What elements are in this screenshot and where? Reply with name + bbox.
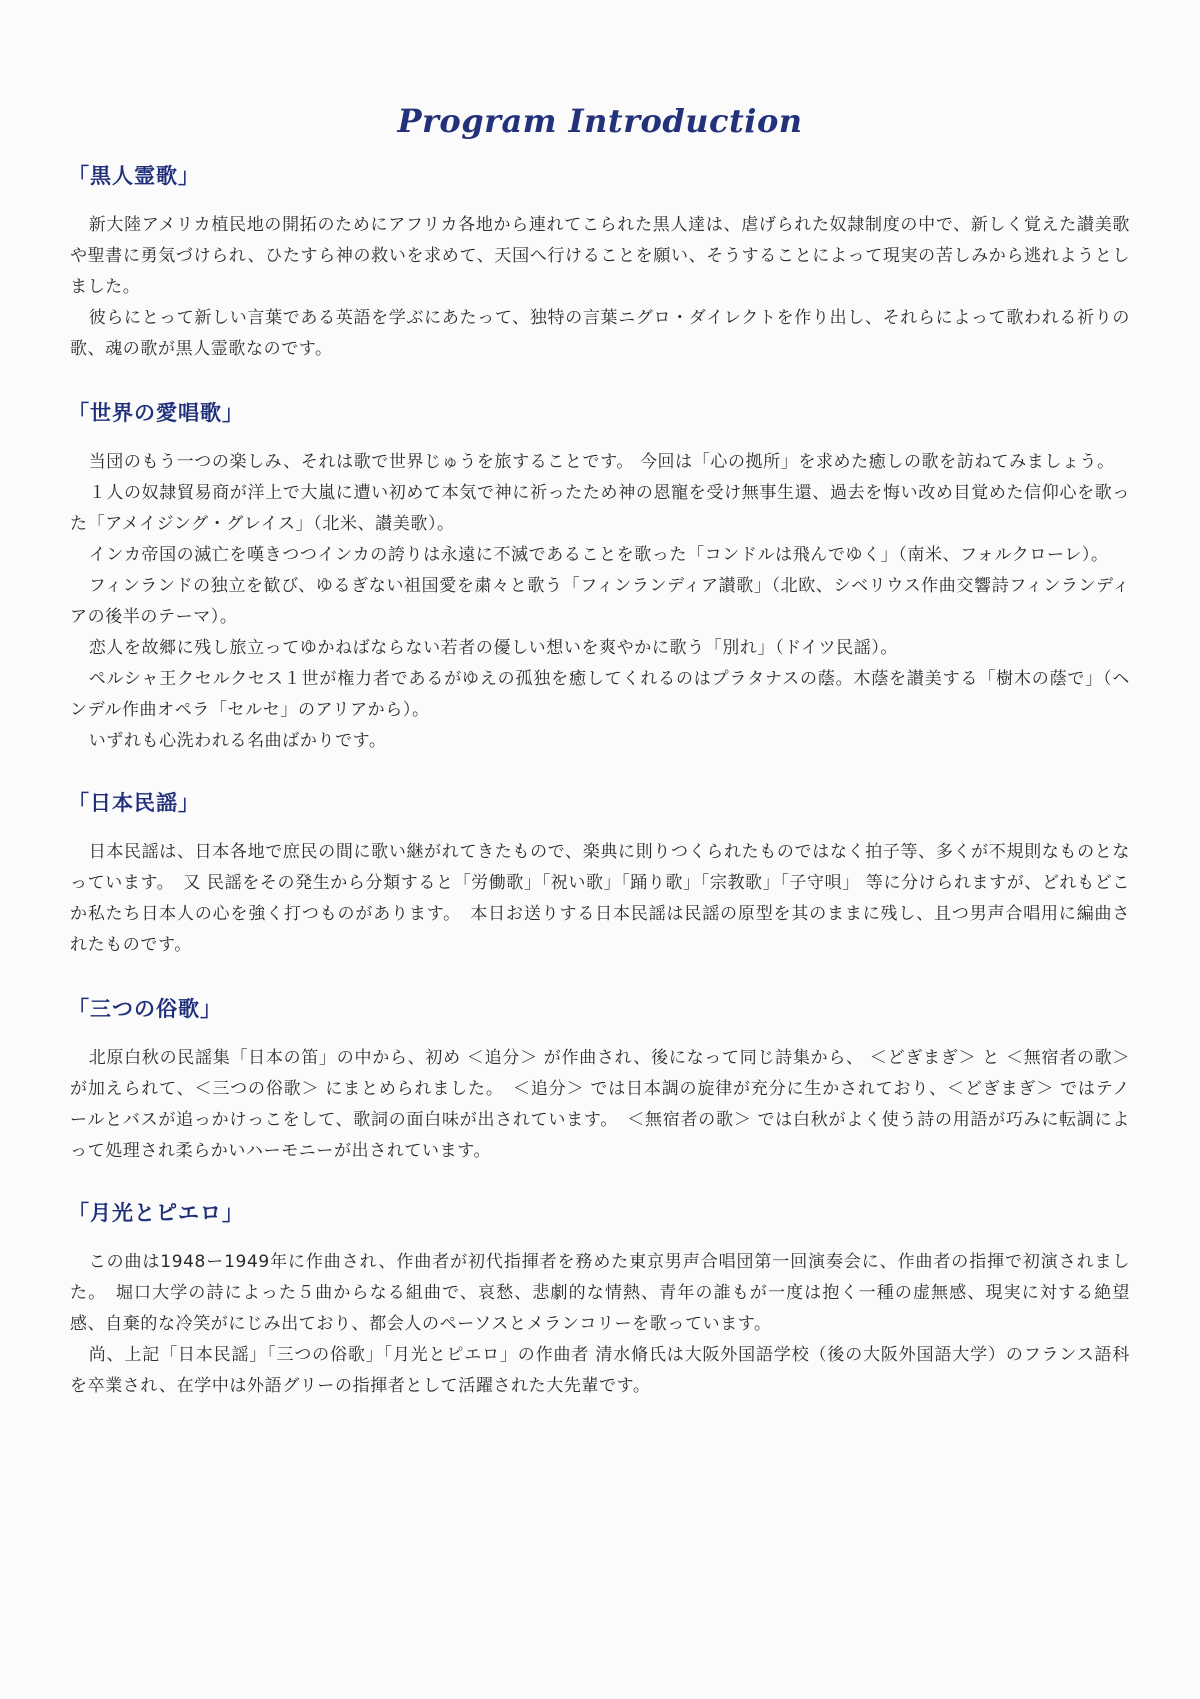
section-heading: 「世界の愛唱歌」 xyxy=(68,401,244,425)
paragraph: インカ帝国の滅亡を嘆きつつインカの誇りは永遠に不滅であることを歌った「コンドルは飛んでゆく」（南米、フォルクローレ）。 xyxy=(88,545,1109,565)
section-heading: 「月光とピエロ」 xyxy=(68,1201,244,1225)
section-moonlight-pierrot xyxy=(70,1197,1130,1402)
paragraph: いずれも心洗われる名曲ばかりです。 xyxy=(88,731,387,751)
section-negro-spirituals xyxy=(70,160,1130,365)
section-heading: 「三つの俗歌」 xyxy=(68,997,222,1021)
section-heading: 「黒人霊歌」 xyxy=(68,164,200,188)
page-title: Program Introduction xyxy=(397,102,803,140)
paragraph: 新大陸アメリカ植民地の開拓のためにアフリカ各地から連れてこられた黒人達は、虐げられた奴隷制度の中で、新しく覚えた讃美歌や聖書に勇気づけられ、ひたすら神の救いを求めて、天国へ行けることを願い、そうすることによって現実の苦しみから逃れようとしました。 xyxy=(70,215,1130,297)
paragraph: フィンランドの独立を歓び、ゆるぎない祖国愛を粛々と歌う「フィンランディア讃歌」（北欧、シベリウス作曲交響詩フィンランディアの後半のテーマ）。 xyxy=(70,576,1130,627)
section-heading: 「日本民謡」 xyxy=(68,791,200,815)
paragraph: この曲は1948ー1949年に作曲され、作曲者が初代指揮者を務めた東京男声合唱団第一回演奏会に、作曲者の指揮で初演されました。 堀口大学の詩によった５曲からなる組曲で、哀愁、悲劇的な情熱、青年の誰もが一度は抱く一種の虚無感、現実に対する絶望感、自棄的な冷笑がにじみ出ており、都会人のペーソスとメランコリーを歌っています。 xyxy=(70,1252,1130,1334)
paragraph: １人の奴隷貿易商が洋上で大嵐に遭い初めて本気で神に祈ったため神の恩寵を受け無事生還、過去を悔い改め目覚めた信仰心を歌った「アメイジング・グレイス」（北米、讃美歌）。 xyxy=(70,483,1130,534)
section-three-folk-songs xyxy=(70,993,1130,1167)
paragraph: 日本民謡は、日本各地で庶民の間に歌い継がれてきたもので、楽典に則りつくられたものではなく拍子等、多くが不規則なものとなっています。 又 民謡をその発生から分類すると「労働歌」「祝い歌」「踊り歌」「宗教歌」「子守唄」 等に分けられますが、どれもどこか私たち日本人の心を強く打つものがあります。 本日お送りする日本民謡は民謡の原型を其のままに残し、且つ男声合唱用に編曲されたものです。 xyxy=(70,842,1130,955)
paragraph: 当団のもう一つの楽しみ、それは歌で世界じゅうを旅することです。 今回は「心の拠所」を求めた癒しの歌を訪ねてみましょう。 xyxy=(88,452,1115,472)
paragraph: 尚、上記「日本民謡」「三つの俗歌」「月光とピエロ」の作曲者 清水脩氏は大阪外国語学校（後の大阪外国語大学）のフランス語科を卒業され、在学中は外語グリーの指揮者として活躍された大先輩です。 xyxy=(70,1345,1130,1396)
sections-container xyxy=(70,160,1130,1402)
paragraph: 北原白秋の民謡集「日本の笛」の中から、初め ＜追分＞ が作曲され、後になって同じ詩集から、 ＜どぎまぎ＞ と ＜無宿者の歌＞ が加えられて、＜三つの俗歌＞ にまとめられました。 ＜追分＞ では日本調の旋律が充分に生かされており、＜どぎまぎ＞ ではテノールとバスが追っかけっこをして、歌詞の面白味が出されています。 ＜無宿者の歌＞ では白秋がよく使う詩の用語が巧みに転調によって処理され柔らかいハーモニーが出されています。 xyxy=(70,1048,1130,1161)
paragraph: 恋人を故郷に残し旅立ってゆかねばならない若者の優しい想いを爽やかに歌う「別れ」（ドイツ民謡）。 xyxy=(88,638,899,658)
paragraph: ペルシャ王クセルクセス１世が権力者であるがゆえの孤独を癒してくれるのはプラタナスの蔭。木蔭を讃美する「樹木の蔭で」（ヘンデル作曲オペラ「セルセ」のアリアから）。 xyxy=(70,669,1130,720)
section-japanese-folk-songs xyxy=(70,787,1130,961)
section-world-songs xyxy=(70,397,1130,757)
paragraph: 彼らにとって新しい言葉である英語を学ぶにあたって、独特の言葉ニグロ・ダイレクトを作り出し、それらによって歌われる祈りの歌、魂の歌が黒人霊歌なのです。 xyxy=(70,308,1130,359)
